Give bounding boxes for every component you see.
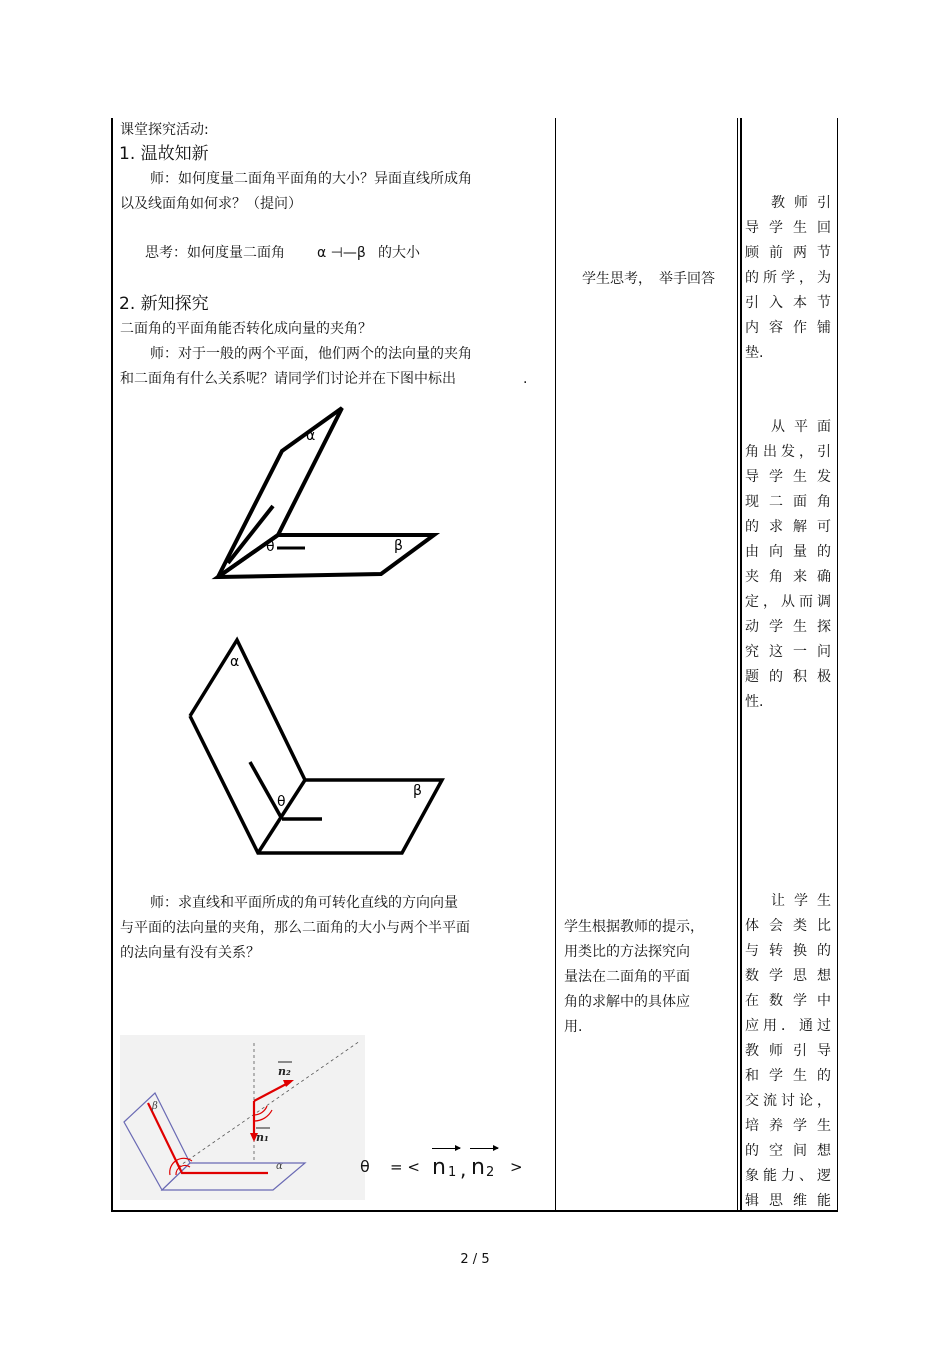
design-intent-1-line: 的所学，为	[745, 270, 831, 286]
design-intent-2-line: 导 学 生 发	[745, 469, 831, 485]
student-answer-2	[564, 915, 714, 1040]
formula-eq: = <	[390, 1158, 420, 1176]
formula-sub2: 2	[486, 1165, 495, 1180]
fig3-n2-label: n₂	[278, 1065, 291, 1078]
design-intent-2-line: 性.	[745, 694, 764, 710]
student-answer-2-line: 用.	[564, 1019, 583, 1035]
teacher-question-1a: 师：如何度量二面角平面角的大小？异面直线所成角	[150, 171, 472, 187]
design-intent-3-line: 体 会 类 比	[745, 918, 831, 934]
design-intent-2-line: 夹 角 来 确	[745, 569, 831, 585]
dihedral-figure-2	[180, 630, 450, 860]
design-intent-2-line: 现 二 面 角	[745, 494, 831, 510]
table-divider-3	[740, 118, 742, 1212]
design-intent-1-line: 垫.	[745, 345, 764, 361]
teacher-question-2a: 师：对于一般的两个平面，他们两个的法向量的夹角	[150, 346, 472, 362]
normal-vector-figure	[120, 1035, 365, 1200]
teacher-question-3c: 的法向量有没有关系？	[120, 945, 260, 961]
student-answer-1: 学生思考， 举手回答	[582, 271, 715, 287]
design-intent-2-line: 动 学 生 探	[745, 619, 831, 635]
design-intent-3-line: 应用．通过	[745, 1018, 831, 1034]
formula-comma: ,	[460, 1157, 467, 1181]
design-intent-3-line: 和 学 生 的	[745, 1068, 831, 1084]
design-intent-2-line: 题 的 积 极	[745, 669, 831, 685]
student-answer-2-line: 学生根据教师的提示，	[564, 919, 704, 935]
fig1-theta-label: θ	[266, 539, 275, 555]
angle-formula	[360, 1145, 530, 1190]
design-intent-3-line: 的 空 间 想	[745, 1143, 831, 1159]
student-answer-2-line: 角的求解中的具体应	[564, 994, 690, 1010]
design-intent-3-line: 交流讨论，	[745, 1093, 831, 1109]
fig1-alpha-label: α	[306, 428, 316, 444]
formula-n2: n	[471, 1155, 485, 1180]
think-formula: α ⊣—β	[317, 245, 366, 261]
activity-title: 课堂探究活动:	[120, 122, 209, 138]
section1-heading: 1. 温故知新	[119, 144, 209, 164]
fig1-beta-label: β	[394, 538, 403, 554]
section2-heading: 2. 新知探究	[119, 294, 209, 314]
table-right-border	[837, 118, 838, 1212]
formula-sub1: 1	[448, 1165, 457, 1180]
formula-n2-arrowhead	[493, 1145, 499, 1151]
page-number: 2 / 5	[460, 1252, 490, 1267]
teacher-question-2-end: .	[523, 371, 528, 387]
teacher-question-3a: 师：求直线和平面所成的角可转化直线的方向向量	[150, 895, 458, 911]
design-intent-3-line: 在 数 学 中	[745, 993, 831, 1009]
design-intent-3-line: 辑 思 维 能	[745, 1193, 831, 1209]
think-suffix: 的大小	[378, 245, 420, 261]
design-intent-3-line: 培 养 学 生	[745, 1118, 831, 1134]
design-intent-2-line: 定，从而调	[745, 594, 831, 610]
design-intent-1-line: 导 学 生 回	[745, 220, 831, 236]
design-intent-3-line: 让 学 生	[771, 893, 831, 909]
formula-n1: n	[432, 1155, 446, 1180]
design-intent-2	[745, 415, 831, 715]
formula-close: >	[510, 1158, 523, 1176]
formula-n1-arrowhead	[455, 1145, 461, 1151]
table-bottom-border	[111, 1210, 838, 1212]
table-left-border	[111, 118, 113, 1212]
think-prefix: 思考：如何度量二面角	[145, 245, 285, 261]
dihedral-figure-1	[200, 400, 460, 585]
teacher-question-3b: 与平面的法向量的夹角，那么二面角的大小与两个半平面	[120, 920, 470, 936]
fig3-beta-label: β	[152, 1101, 158, 1112]
design-intent-1-line: 内 容 作 铺	[745, 320, 831, 336]
table-divider-1	[555, 118, 556, 1212]
fig2-beta-label: β	[413, 783, 422, 799]
design-intent-2-line: 由 向 量 的	[745, 544, 831, 560]
fig3-alpha-label: α	[276, 1161, 283, 1172]
design-intent-1-line: 教 师 引	[771, 195, 831, 211]
new-question: 二面角的平面角能否转化成向量的夹角？	[120, 321, 372, 337]
design-intent-3-line: 数 学 思 想	[745, 968, 831, 984]
design-intent-2-line: 从 平 面	[771, 419, 831, 435]
design-intent-2-line: 角出发，引	[745, 444, 831, 460]
design-intent-3-line: 与 转 换 的	[745, 943, 831, 959]
fig2-alpha-label: α	[230, 654, 240, 670]
design-intent-2-line: 的 求 解 可	[745, 519, 831, 535]
fig3-n1-label: n₁	[256, 1131, 269, 1144]
design-intent-2-line: 究 这 一 问	[745, 644, 831, 660]
teacher-question-2b: 和二面角有什么关系呢？请同学们讨论并在下图中标出	[120, 371, 456, 387]
design-intent-3	[745, 889, 831, 1214]
teacher-question-1b: 以及线面角如何求？（提问）	[120, 196, 302, 212]
student-answer-2-line: 量法在二面角的平面	[564, 969, 690, 985]
formula-theta: θ	[360, 1157, 370, 1176]
table-divider-2	[737, 118, 738, 1212]
student-answer-2-line: 用类比的方法探究向	[564, 944, 690, 960]
design-intent-1	[745, 191, 831, 366]
design-intent-3-line: 象能力、逻	[745, 1168, 831, 1184]
design-intent-3-line: 教 师 引 导	[745, 1043, 831, 1059]
design-intent-1-line: 顾 前 两 节	[745, 245, 831, 261]
fig2-theta-label: θ	[277, 794, 286, 810]
design-intent-1-line: 引 入 本 节	[745, 295, 831, 311]
